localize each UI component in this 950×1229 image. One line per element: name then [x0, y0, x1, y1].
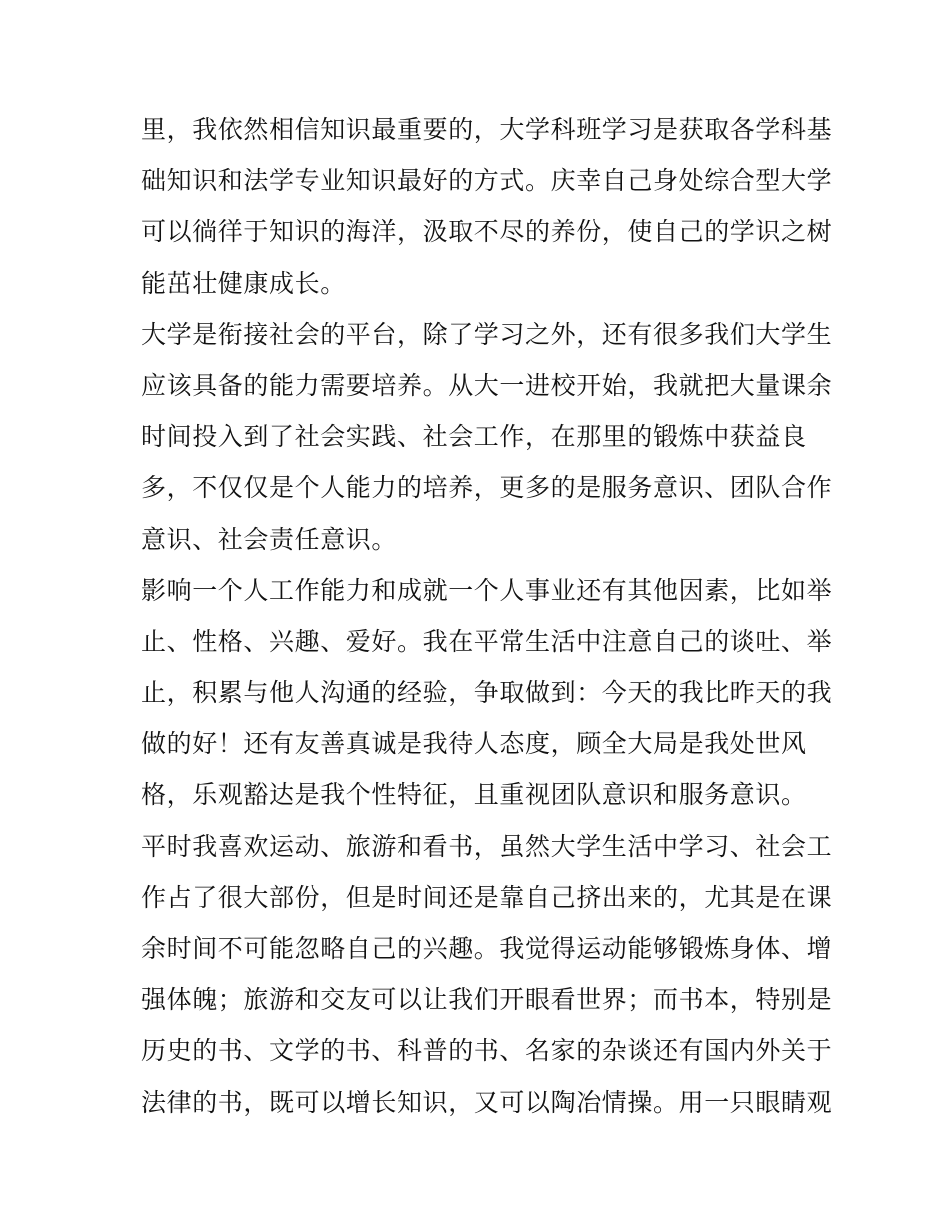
text-line: 平时我喜欢运动、旅游和看书，虽然大学生活中学习、社会工 — [141, 831, 833, 861]
text-line: 影响一个人工作能力和成就一个人事业还有其他因素，比如举 — [141, 575, 833, 605]
text-line: 意识、社会责任意识。 — [141, 524, 398, 554]
text-line: 大学是衔接社会的平台，除了学习之外，还有很多我们大学生 — [141, 319, 833, 349]
text-line: 历史的书、文学的书、科普的书、名家的杂谈还有国内外关于 — [141, 1036, 833, 1066]
text-line: 能茁壮健康成长。 — [141, 268, 346, 298]
text-line: 作占了很大部份，但是时间还是靠自己挤出来的，尤其是在课 — [141, 882, 833, 912]
text-line: 时间投入到了社会实践、社会工作，在那里的锻炼中获益良 — [141, 422, 807, 452]
text-line: 法律的书，既可以增长知识，又可以陶冶情操。用一只眼睛观 — [141, 1087, 833, 1117]
text-line: 强体魄；旅游和交友可以让我们开眼看世界；而书本，特别是 — [141, 985, 833, 1015]
text-line: 止，积累与他人沟通的经验，争取做到：今天的我比昨天的我 — [141, 678, 833, 708]
text-line: 止、性格、兴趣、爱好。我在平常生活中注意自己的谈吐、举 — [141, 626, 833, 656]
text-line: 础知识和法学专业知识最好的方式。庆幸自己身处综合型大学 — [141, 166, 833, 196]
text-line: 应该具备的能力需要培养。从大一进校开始，我就把大量课余 — [141, 370, 833, 400]
body-text — [141, 104, 833, 1128]
text-line: 多，不仅仅是个人能力的培养，更多的是服务意识、团队合作 — [141, 473, 833, 503]
text-line: 做的好！还有友善真诚是我待人态度，顾全大局是我处世风 — [141, 729, 807, 759]
text-line: 可以徜徉于知识的海洋，汲取不尽的养份，使自己的学识之树 — [141, 217, 833, 247]
text-line: 余时间不可能忽略自己的兴趣。我觉得运动能够锻炼身体、增 — [141, 934, 833, 963]
text-line: 格，乐观豁达是我个性特征，且重视团队意识和服务意识。 — [141, 780, 807, 810]
text-line: 里，我依然相信知识最重要的，大学科班学习是获取各学科基 — [141, 115, 833, 144]
